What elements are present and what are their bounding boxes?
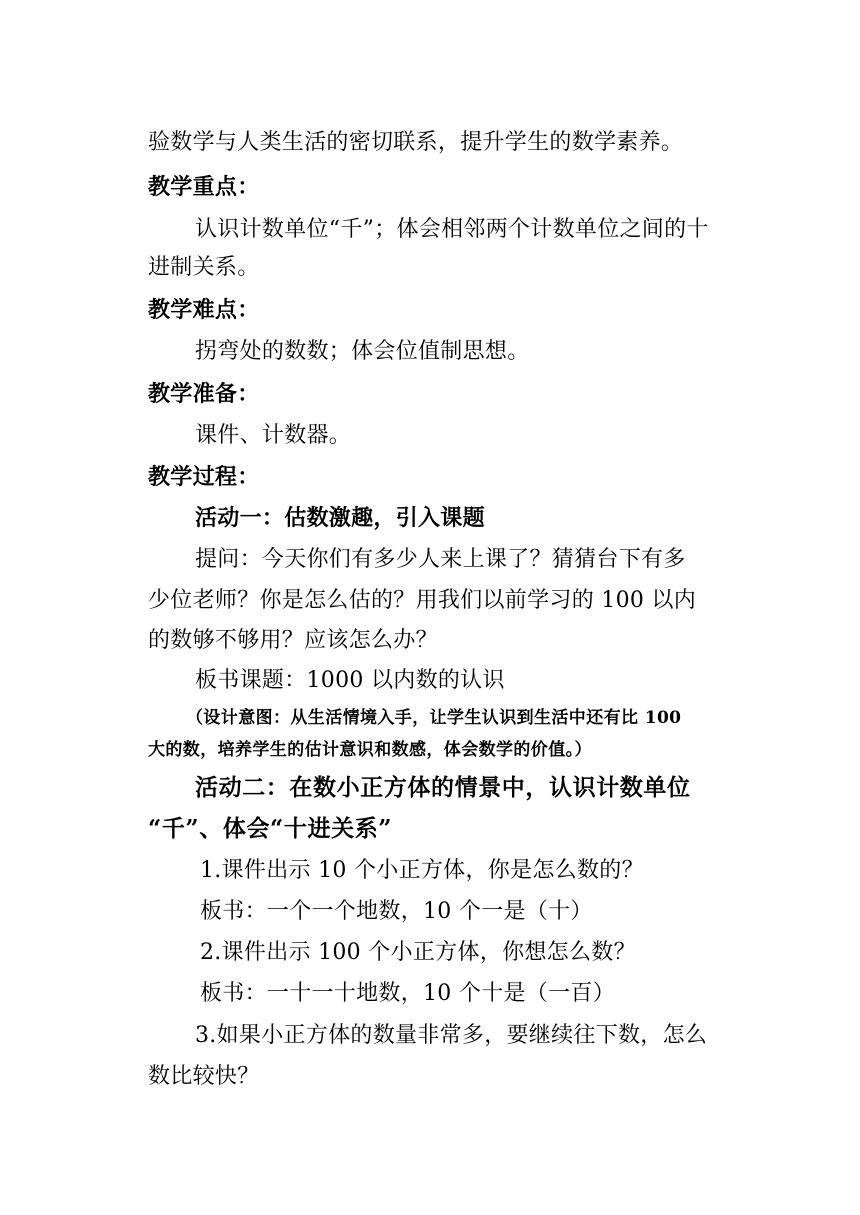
body-text-line: 进制关系。 xyxy=(148,255,260,280)
section-heading-key-points: 教学重点： xyxy=(148,174,260,200)
body-text-line: 板书：一十一十地数，10 个十是（一百） xyxy=(200,981,615,1006)
body-text-line: 验数学与人类生活的密切联系，提升学生的数学素养。 xyxy=(148,130,684,155)
body-text-line: 板书：一个一个地数，10 个一是（十） xyxy=(200,899,593,924)
body-text-line: 的数够不够用？应该怎么办？ xyxy=(148,628,438,653)
body-text-line: 1.课件出示 10 个小正方体，你是怎么数的？ xyxy=(200,858,644,883)
body-text-line: 板书课题：1000 以内数的认识 xyxy=(195,668,505,693)
design-intent-note: （设计意图：从生活情境入手，让学生认识到生活中还有比 100 xyxy=(186,708,682,728)
section-heading-process: 教学过程： xyxy=(148,464,260,490)
body-text-line: 课件、计数器。 xyxy=(195,423,352,448)
body-text-line: 拐弯处的数数；体会位值制思想。 xyxy=(195,339,530,364)
body-text-line: 2.课件出示 100 个小正方体，你想怎么数？ xyxy=(200,940,636,965)
section-heading-difficulties: 教学难点： xyxy=(148,297,260,323)
design-intent-note: 大的数，培养学生的估计意识和数感，体会数学的价值。） xyxy=(148,740,592,760)
activity-two-heading: 活动二：在数小正方体的情景中，认识计数单位 xyxy=(195,774,691,801)
body-text-line: 3.如果小正方体的数量非常多，要继续往下数，怎么 xyxy=(195,1023,708,1048)
section-heading-preparation: 教学准备： xyxy=(148,381,260,407)
activity-one-heading: 活动一：估数激趣，引入课题 xyxy=(195,505,485,531)
body-text-line: 提问：今天你们有多少人来上课了？猜猜台下有多 xyxy=(195,547,686,572)
activity-two-heading: “千”、体会“十进关系” xyxy=(148,815,393,842)
body-text-line: 数比较快？ xyxy=(148,1064,260,1089)
body-text-line: 少位老师？你是怎么估的？用我们以前学习的 100 以内 xyxy=(148,588,697,613)
body-text-line: 认识计数单位“千”；体会相邻两个计数单位之间的十 xyxy=(195,217,709,242)
